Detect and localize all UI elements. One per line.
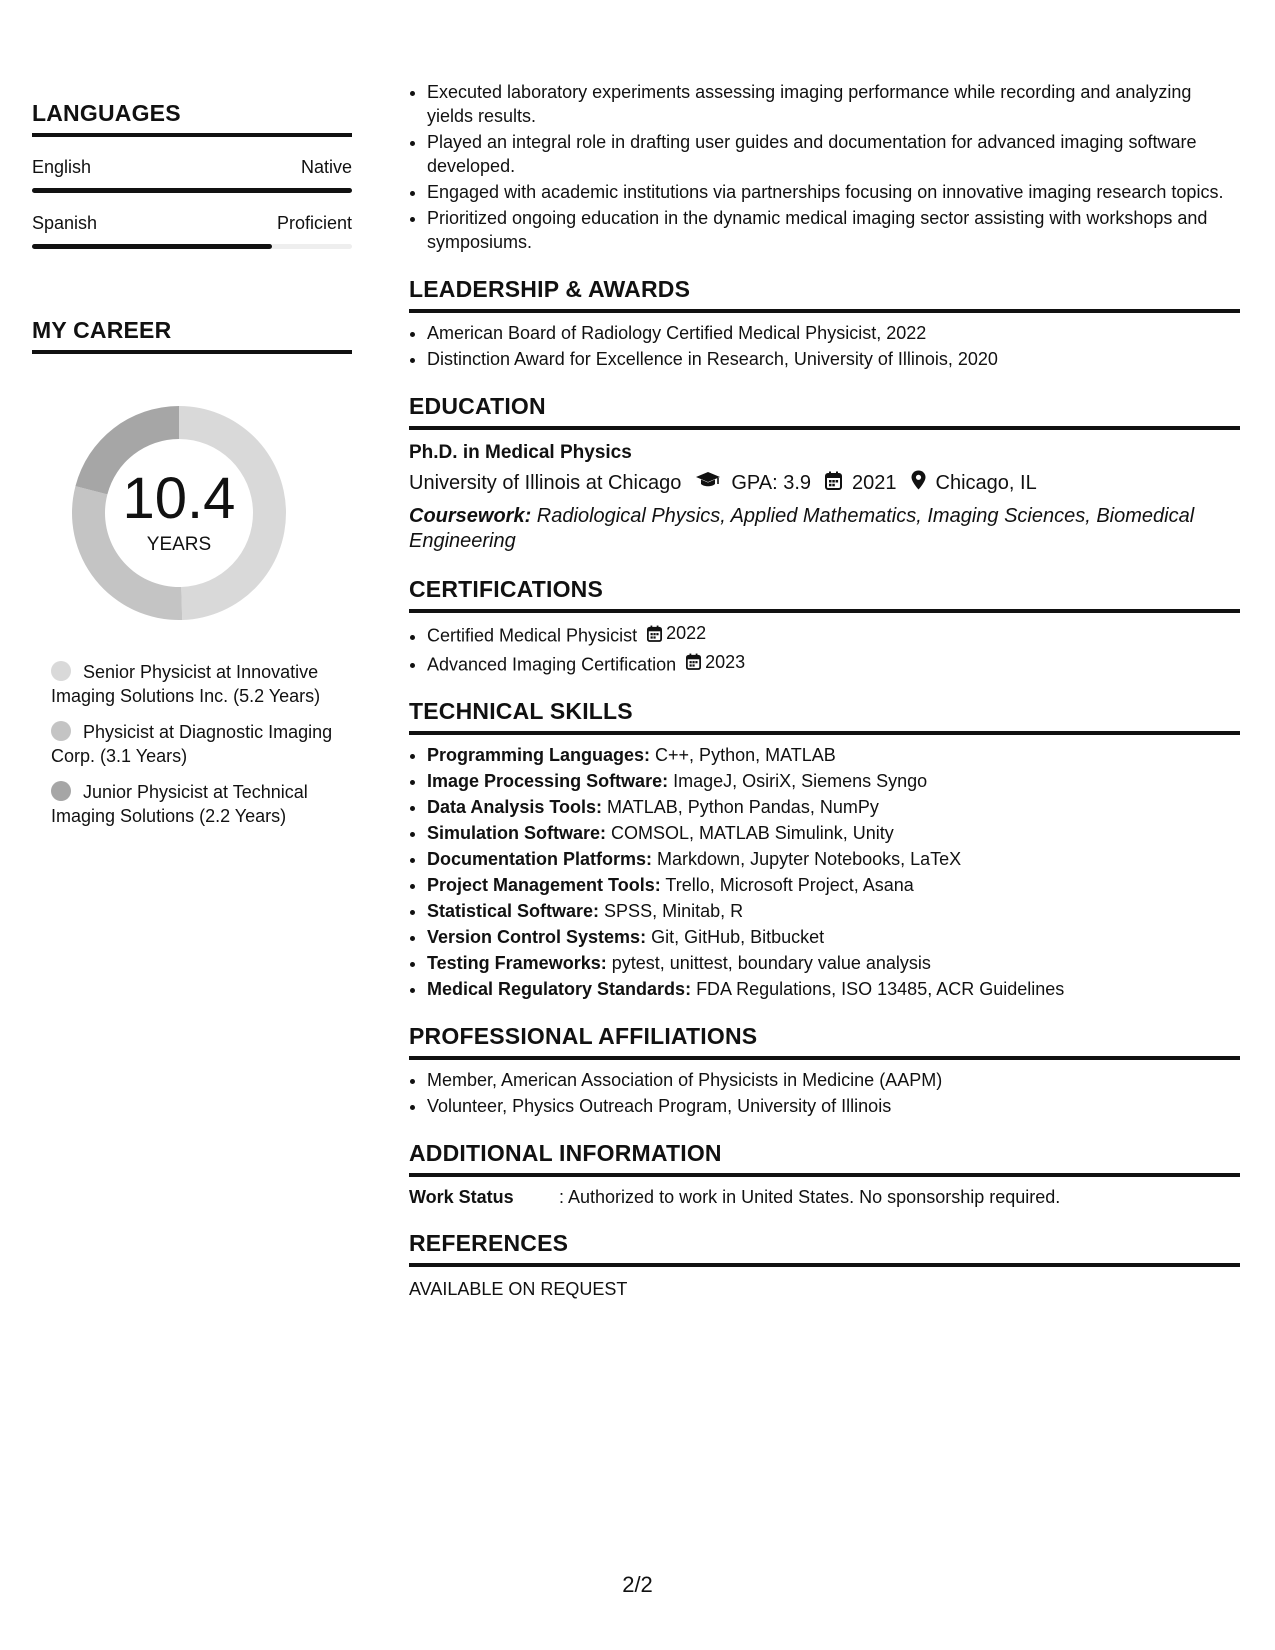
language-level: Native [300,157,352,177]
skill-value: ImageJ, OsiriX, Siemens Syngo [668,771,928,791]
certification-year: 2022 [666,623,707,643]
calendar-icon [686,653,701,670]
career-legend-item [51,780,341,828]
skill-value: C++, Python, MATLAB [650,745,836,765]
skill-label: Medical Regulatory Standards: [427,979,692,999]
language-item [32,213,352,249]
career-title: MY CAREER [32,317,352,354]
language-item [32,157,352,193]
education-school: University of Illinois at Chicago [409,471,682,494]
skill-value: Git, GitHub, Bitbucket [646,927,825,947]
skill-item [427,899,1240,923]
calendar-icon [647,625,662,642]
skill-item [427,873,1240,897]
map-pin-icon [911,470,926,496]
skill-item [427,847,1240,871]
certifications-section [409,576,1240,676]
skills-title: TECHNICAL SKILLS [409,698,1240,735]
career-legend-item [51,660,341,708]
skill-value: COMSOL, MATLAB Simulink, Unity [606,823,894,843]
additional-title: ADDITIONAL INFORMATION [409,1140,1240,1177]
legend-label: Senior Physicist at Innovative Imaging Solutions Inc. (5.2 Years) [51,662,321,706]
languages-title: LANGUAGES [32,100,352,137]
certification-year: 2023 [705,651,746,672]
education-coursework [409,504,1240,554]
legend-dot [51,721,71,741]
education-location: Chicago, IL [935,471,1037,494]
skill-item [427,951,1240,975]
experience-bullet: • Engaged with academic institutions via partnerships focusing on innovative imaging research topics. [427,180,1240,204]
skill-item [427,977,1240,1001]
language-proficiency-fill [32,188,352,193]
experience-bullet: • Executed laboratory experiments assessing imaging performance while recording and analyzing yields results. [427,80,1240,128]
skill-label: Version Control Systems: [427,927,647,947]
references-section [409,1230,1240,1300]
affiliations-title: PROFESSIONAL AFFILIATIONS [409,1023,1240,1060]
career-total-unit: YEARS [146,534,212,555]
skill-label: Data Analysis Tools: [427,797,603,817]
education-title: EDUCATION [409,393,1240,430]
page-number: 2/2 [622,1572,653,1597]
coursework-list: Radiological Physics, Applied Mathematics, Imaging Sciences, Biomedical Engineering [409,505,1195,552]
left-column [32,100,352,840]
skill-value: pytest, unittest, boundary value analysis [606,953,931,973]
affiliation-item: • Volunteer, Physics Outreach Program, University of Illinois [427,1094,1240,1118]
skill-value: Markdown, Jupyter Notebooks, LaTeX [652,849,962,869]
references-text: AVAILABLE ON REQUEST [409,1279,628,1299]
right-column [409,80,1240,1300]
calendar-icon [825,471,842,496]
awards-section [409,276,1240,371]
graduation-cap-icon [695,471,721,495]
education-section [409,393,1240,554]
skill-label: Simulation Software: [427,823,607,843]
coursework-label: Coursework: [409,505,532,527]
certification-name: Advanced Imaging Certification [427,654,677,674]
skill-label: Documentation Platforms: [427,849,653,869]
experience-bullets [409,80,1240,254]
career-total-years: 10.4 [122,466,236,531]
skill-item [427,769,1240,793]
skill-item [427,743,1240,767]
language-proficiency-bar [32,244,352,249]
references-title: REFERENCES [409,1230,1240,1267]
education-details [409,470,1240,496]
legend-dot [51,661,71,681]
skill-label: Programming Languages: [427,745,651,765]
language-proficiency-bar [32,188,352,193]
education-degree: Ph.D. in Medical Physics [409,442,632,463]
certifications-title: CERTIFICATIONS [409,576,1240,613]
skill-value: SPSS, Minitab, R [599,901,744,921]
award-item: • Distinction Award for Excellence in Research, University of Illinois, 2020 [427,347,1240,371]
certification-name: Certified Medical Physicist [427,625,638,646]
skills-section [409,698,1240,1001]
work-status-row [409,1187,1240,1208]
certification-item [427,650,1240,677]
career-donut-chart [64,398,294,628]
awards-title: LEADERSHIP & AWARDS [409,276,1240,313]
legend-label: Physicist at Diagnostic Imaging Corp. (3.1 Years) [51,722,333,766]
affiliation-item: • Member, American Association of Physicists in Medicine (AAPM) [427,1068,1240,1092]
skill-item [427,795,1240,819]
certification-item [427,621,1240,648]
education-year: 2021 [852,471,897,494]
skill-item [427,821,1240,845]
experience-bullet: • Prioritized ongoing education in the dynamic medical imaging sector assisting with workshops and symposiums. [427,206,1240,254]
legend-label: Junior Physicist at Technical Imaging Solutions (2.2 Years) [51,782,308,826]
skill-item [427,925,1240,949]
skill-value: Trello, Microsoft Project, Asana [660,875,914,895]
additional-section [409,1140,1240,1208]
skill-value: FDA Regulations, ISO 13485, ACR Guidelines [691,979,1065,999]
work-status-label: Work Status [409,1187,514,1207]
skill-value: MATLAB, Python Pandas, NumPy [602,797,879,817]
skill-label: Image Processing Software: [427,771,669,791]
skill-label: Statistical Software: [427,901,600,921]
skill-label: Testing Frameworks: [427,953,607,973]
language-name: Spanish [32,213,98,233]
work-status-value: : Authorized to work in United States. No sponsorship required. [559,1187,1061,1207]
award-item: • American Board of Radiology Certified Medical Physicist, 2022 [427,321,1240,345]
career-legend [51,660,341,828]
language-proficiency-fill [32,244,272,249]
language-name: English [32,157,92,177]
language-level: Proficient [276,213,352,233]
career-legend-item [51,720,341,768]
affiliations-section [409,1023,1240,1118]
education-gpa: GPA: 3.9 [731,471,812,494]
legend-dot [51,781,71,801]
experience-bullet: • Played an integral role in drafting user guides and documentation for advanced imaging software developed. [427,130,1240,178]
skill-label: Project Management Tools: [427,875,661,895]
